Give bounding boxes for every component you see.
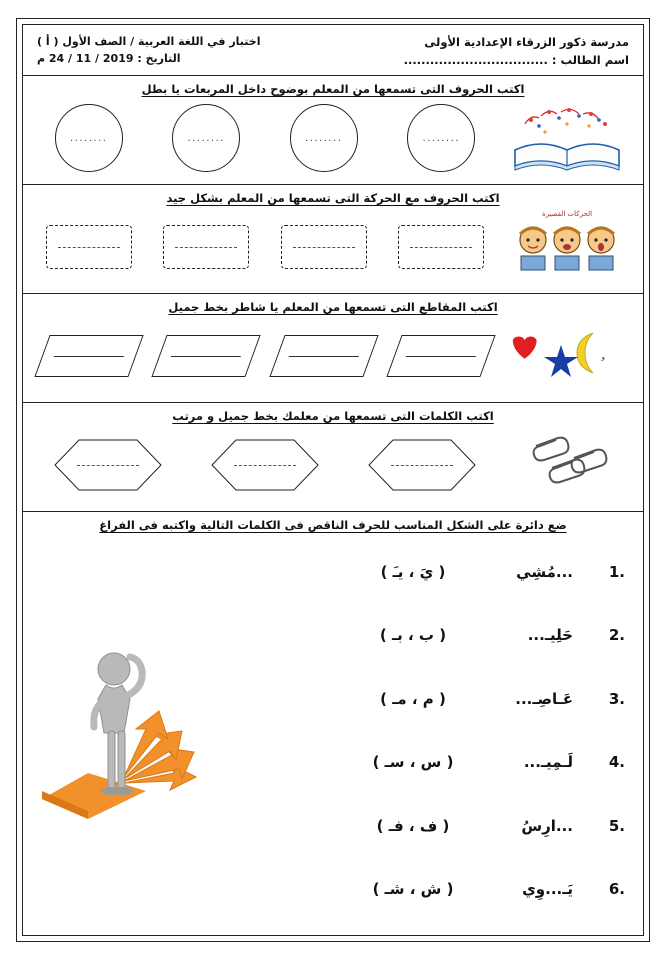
section-missing-letter (23, 512, 643, 935)
question-word: ...مُشِي (516, 562, 573, 581)
page-inner-border (22, 24, 644, 936)
answer-shapes-row (35, 335, 495, 377)
question-word: لَـمِيـ... (523, 753, 573, 772)
question-word: يَـ...وِي (522, 880, 573, 899)
answer-shapes-row (35, 225, 495, 269)
answer-hexagon[interactable] (210, 438, 320, 492)
question-row[interactable] (233, 753, 625, 771)
student-name-field[interactable]: اسم الطالب : ................................. (403, 53, 629, 67)
question-number: 2. (608, 626, 625, 645)
answer-parallelogram[interactable] (269, 335, 378, 377)
exam-title: اختبار في اللغة العربية / الصف الأول ( أ ) (37, 35, 261, 48)
question-options[interactable]: ( م ، مـ ) (380, 689, 446, 708)
writing-line (391, 465, 453, 466)
writing-line (410, 247, 472, 248)
question-number: 3. (608, 689, 625, 708)
question-options[interactable]: ( ف ، فـ ) (376, 816, 450, 835)
question-number: 4. (608, 753, 625, 772)
question-word: ...ارِسُ (521, 816, 573, 835)
question-list (233, 534, 643, 931)
question-row[interactable] (233, 690, 625, 708)
exam-date: التاريخ : 2019 / 11 / 24 م (37, 52, 181, 65)
writing-line (234, 465, 296, 466)
art-caption: الحركات القصيرة (541, 210, 593, 218)
three-children-faces-icon (503, 209, 631, 285)
section-letters-circles (23, 76, 643, 185)
answer-dashed-box[interactable] (163, 225, 249, 269)
answer-circle[interactable]: ........ (172, 104, 240, 172)
answer-shapes-row (35, 104, 495, 172)
section-instruction: اكتب الحروف مع الحركة التى تسمعها من المعلم بشكل جيد (166, 191, 500, 205)
svg-text:و: و (601, 353, 605, 361)
answer-dashed-box[interactable] (398, 225, 484, 269)
page-outer-border (16, 18, 650, 942)
answer-circle[interactable]: ........ (290, 104, 358, 172)
section-instruction: اكتب المقاطع التى تسمعها من المعلم يا شاطر بخط جميل (168, 300, 498, 314)
section-words (23, 403, 643, 512)
question-options[interactable]: ( ش ، شـ ) (372, 880, 454, 899)
open-book-with-letters-icon (503, 100, 631, 176)
section-letters-with-harakat (23, 185, 643, 294)
question-number: 1. (608, 562, 625, 581)
school-name: مدرسة ذكور الزرقاء الإعدادية الأولى (424, 35, 629, 49)
heart-star-moon-icon (503, 318, 631, 394)
writing-line (77, 465, 139, 466)
answer-parallelogram[interactable] (34, 335, 143, 377)
question-options[interactable]: ( ب ، بـ ) (379, 626, 447, 645)
question-word: عَـاصِـ... (515, 689, 573, 708)
person-at-arrow-crossroads-icon (23, 534, 233, 931)
answer-parallelogram[interactable] (152, 335, 261, 377)
answer-parallelogram[interactable] (387, 335, 496, 377)
question-row[interactable] (233, 880, 625, 898)
writing-line (293, 247, 355, 248)
writing-line (58, 247, 120, 248)
section-instruction: ضع دائرة على الشكل المناسب للحرف الناقص فى الكلمات التالية واكتبه فى الفراغ (99, 518, 567, 532)
answer-shapes-row (35, 438, 495, 492)
answer-dashed-box[interactable] (46, 225, 132, 269)
answer-circle[interactable]: ........ (55, 104, 123, 172)
writing-line (171, 356, 241, 357)
question-number: 5. (608, 816, 625, 835)
paper-clips-icon (503, 427, 631, 503)
question-row[interactable] (233, 626, 625, 644)
question-row[interactable] (233, 563, 625, 581)
answer-circle[interactable]: ........ (407, 104, 475, 172)
question-options[interactable]: ( يَ ، يـَ ) (380, 562, 446, 581)
writing-line (175, 247, 237, 248)
section-syllables (23, 294, 643, 403)
answer-hexagon[interactable] (53, 438, 163, 492)
answer-hexagon[interactable] (367, 438, 477, 492)
section-instruction: اكتب الحروف التى تسمعها من المعلم بوضوح داخل المربعات يا بطل (141, 82, 525, 96)
question-number: 6. (608, 880, 625, 899)
answer-dashed-box[interactable] (281, 225, 367, 269)
question-options[interactable]: ( س ، سـ ) (372, 753, 454, 772)
section-instruction: اكتب الكلمات التى تسمعها من معلمك بخط جميل و مرتب (172, 409, 494, 423)
worksheet-header (23, 25, 643, 76)
question-word: حَلِيـ... (527, 626, 573, 645)
writing-line (289, 356, 359, 357)
writing-line (54, 356, 124, 357)
question-row[interactable] (233, 817, 625, 835)
writing-line (406, 356, 476, 357)
